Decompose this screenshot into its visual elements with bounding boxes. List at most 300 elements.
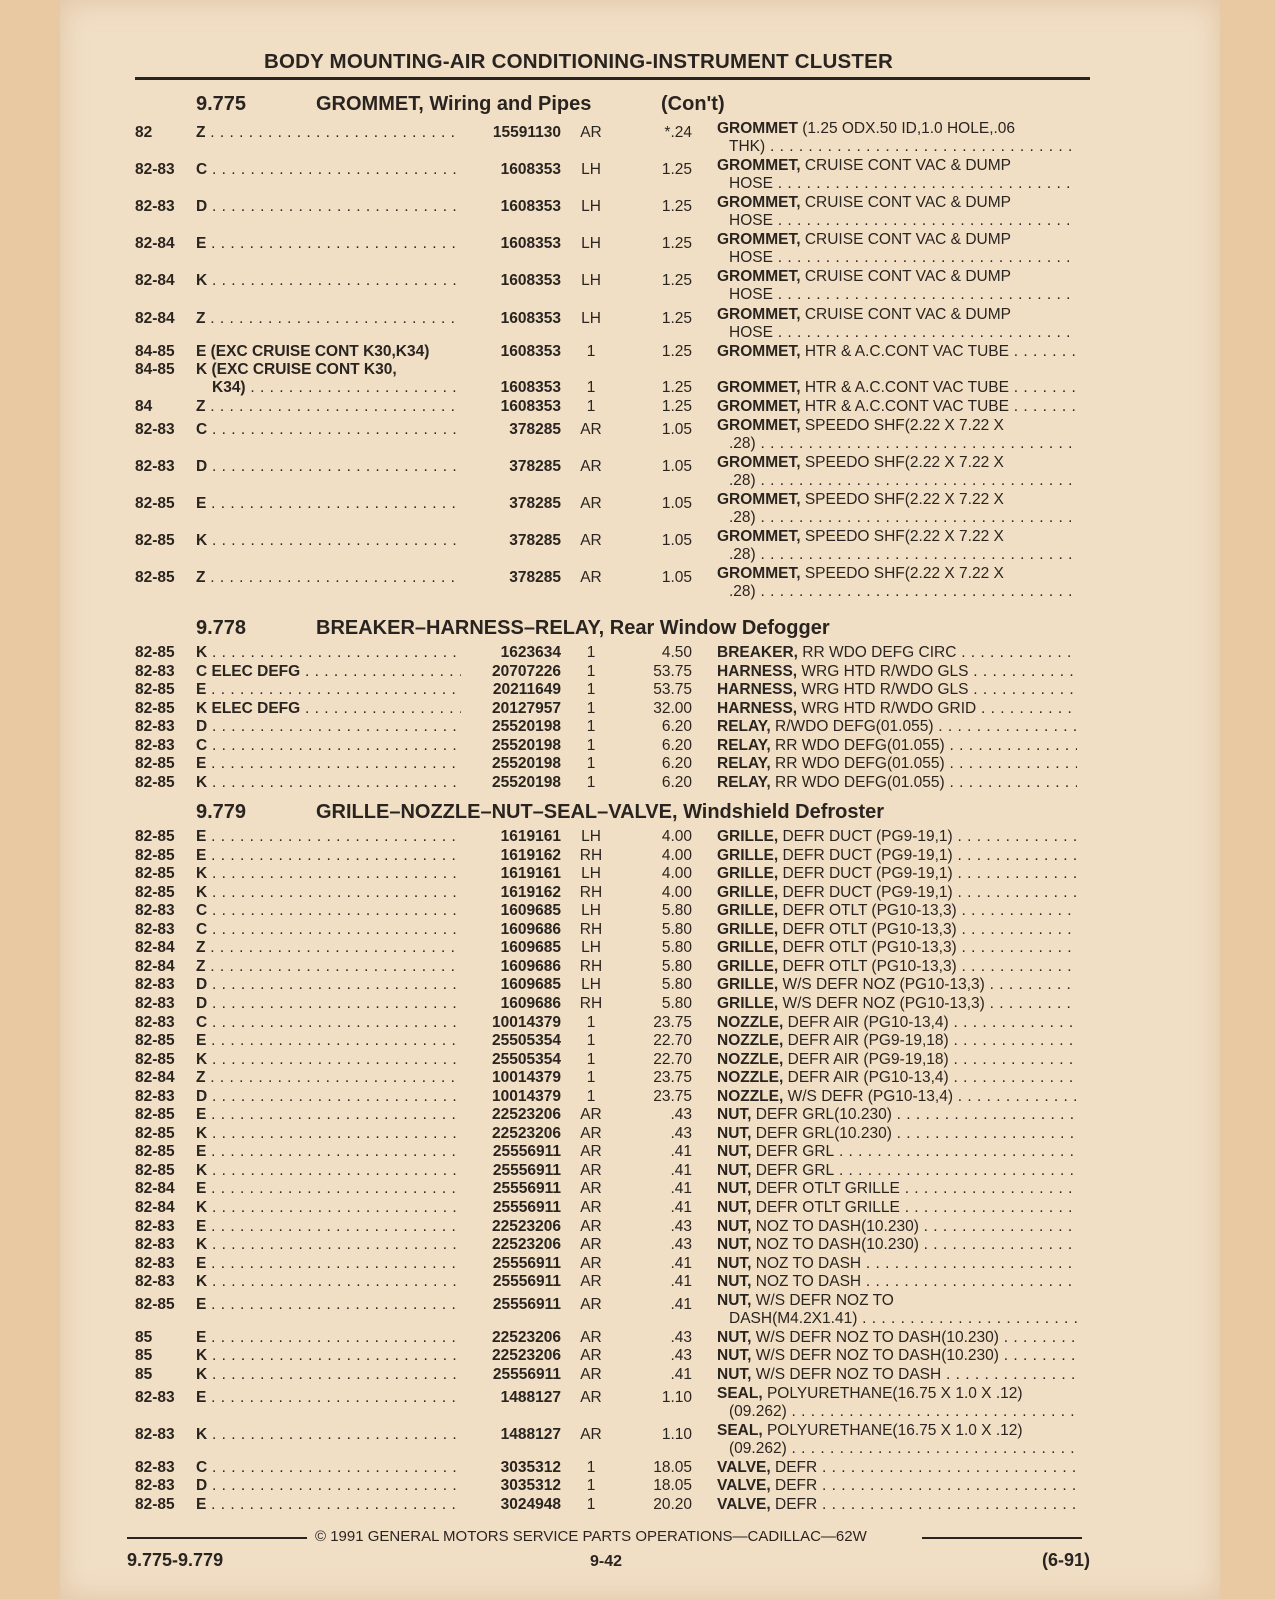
description [717, 417, 1077, 435]
description-text: DEFR GRL(10.230) [751, 1124, 892, 1142]
part-number: 25556911 [492, 1273, 561, 1291]
description-cont: HOSE . . . [729, 324, 1077, 342]
model-code: K . . . [196, 884, 461, 902]
quantity: AR [580, 457, 602, 475]
footer-section-range: 9.775-9.779 [127, 1550, 224, 1570]
description-text: SPEEDO SHF(2.22 X 7.22 X [800, 491, 1004, 508]
model-code: E (EXC CRUISE CONT K30,K34) [196, 342, 430, 360]
year-range: 82-85 [135, 699, 175, 717]
quantity: AR [580, 1347, 602, 1365]
price: 32.00 [653, 699, 692, 717]
quantity: AR [580, 1161, 602, 1179]
description [717, 1143, 1077, 1161]
description-keyword: NUT, [717, 1254, 752, 1272]
price: 53.75 [653, 681, 692, 699]
price: 53.75 [653, 662, 692, 680]
price: 18.05 [653, 1458, 692, 1476]
description [717, 194, 1077, 212]
part-number: 10014379 [492, 1013, 561, 1031]
part-number: 25505354 [492, 1032, 561, 1049]
description-text: RR WDO DEFG CIRC [797, 644, 957, 661]
description-text: HTR & A.C.CONT VAC TUBE [800, 342, 1009, 360]
description-text: NOZ TO DASH [751, 1254, 862, 1272]
description-keyword: GROMMET, [717, 416, 801, 434]
model-code: C . . . [196, 421, 461, 439]
quantity: 1 [586, 718, 596, 736]
description [717, 157, 1077, 175]
quantity: AR [580, 495, 602, 512]
table-row [135, 491, 1155, 527]
part-number: 22523206 [492, 1328, 561, 1346]
price: 4.00 [661, 828, 692, 845]
table-row [135, 1329, 1155, 1347]
table-row [135, 398, 1155, 416]
table-row [135, 1106, 1155, 1124]
description [717, 1218, 1077, 1236]
part-number: 378285 [509, 495, 561, 512]
price: 18.05 [653, 1477, 692, 1495]
part-number: 1608353 [500, 309, 561, 327]
description-keyword: HARNESS, [717, 662, 798, 680]
section-header [196, 93, 1096, 117]
section-title: BREAKER–HARNESS–RELAY, Rear Window Defogger [316, 617, 830, 639]
price: 5.80 [661, 902, 692, 920]
description [717, 1273, 1077, 1291]
table-row [135, 1180, 1155, 1198]
model-code: E . . . [196, 1106, 461, 1124]
model-code: C . . . [196, 1014, 461, 1032]
price: 1.25 [661, 272, 692, 290]
description-keyword: RELAY, [717, 736, 771, 754]
part-number: 25556911 [492, 1143, 561, 1161]
table-row [135, 1255, 1155, 1273]
description [717, 718, 1077, 736]
part-number: 1619161 [500, 828, 561, 845]
quantity: RH [579, 920, 603, 938]
part-number: 1609686 [500, 957, 561, 975]
description-cont: HOSE . . . [729, 175, 1077, 193]
year-range: 82-83 [135, 1236, 175, 1254]
table-row [135, 268, 1155, 304]
description-keyword: SEAL, [717, 1421, 763, 1439]
year-range: 82-85 [135, 681, 175, 699]
quantity: 1 [586, 736, 596, 754]
description [717, 1236, 1077, 1254]
part-number: 22523206 [492, 1236, 561, 1254]
part-number: 1619161 [500, 865, 561, 883]
model-code: E . . . [196, 1496, 461, 1514]
description [717, 231, 1077, 249]
description-keyword: NUT, [717, 1365, 752, 1383]
year-range: 82-85 [135, 644, 175, 661]
description [717, 1051, 1077, 1069]
description-keyword: NOZZLE, [717, 1069, 784, 1087]
part-number: 1609686 [500, 920, 561, 938]
part-number: 20211649 [492, 681, 561, 699]
year-range: 82-83 [135, 736, 175, 754]
year-range: 82-85 [135, 1295, 175, 1313]
description-text: DEFR AIR (PG10-13,4) [783, 1013, 949, 1031]
description-text: DEFR OTLT GRILLE [751, 1180, 900, 1198]
price: .41 [670, 1199, 692, 1216]
footer-date: (6-91) [1042, 1550, 1091, 1570]
description [717, 1125, 1077, 1143]
year-range: 82-83 [135, 902, 175, 920]
year-range: 82-83 [135, 1388, 175, 1406]
part-number: 25505354 [492, 1050, 561, 1068]
description-keyword: NUT, [717, 1161, 752, 1179]
model-code: K . . . [196, 1199, 461, 1217]
model-code: E . . . [196, 1218, 461, 1236]
model-code: D . . . [196, 1477, 461, 1495]
description [717, 774, 1077, 792]
table-row [135, 681, 1155, 699]
year-range: 82-85 [135, 569, 175, 587]
year-range: 82-84 [135, 1069, 175, 1087]
quantity: 1 [586, 342, 596, 360]
description-keyword: GROMMET, [717, 453, 801, 471]
description-text: DEFR [770, 1477, 818, 1495]
part-number: 10014379 [492, 1087, 561, 1105]
description-keyword: NUT, [717, 1273, 752, 1291]
description-text: DEFR OTLT GRILLE [751, 1199, 900, 1216]
model-code: D . . . [196, 976, 461, 994]
description-keyword: NOZZLE, [717, 1032, 784, 1049]
price: .41 [670, 1161, 692, 1179]
section-header [196, 617, 1096, 641]
model-code: E . . . [196, 1032, 461, 1050]
part-number: 1608353 [500, 379, 561, 397]
table-row [135, 343, 1155, 361]
description [717, 306, 1077, 324]
description-cont: HOSE . . . [729, 286, 1077, 304]
quantity: 1 [586, 1032, 596, 1049]
year-range: 82-83 [135, 457, 175, 475]
year-range: 82-85 [135, 1161, 175, 1179]
description-keyword: RELAY, [717, 755, 771, 773]
description [717, 1366, 1077, 1384]
description-text: W/S DEFR NOZ TO DASH [751, 1365, 942, 1383]
model-code: D . . . [196, 1088, 461, 1106]
part-number: 25556911 [492, 1161, 561, 1179]
model-code: K . . . [196, 1125, 461, 1143]
description-cont: THK) . . . [729, 138, 1077, 156]
table-row [135, 718, 1155, 736]
quantity: 1 [586, 644, 596, 661]
description [717, 958, 1077, 976]
description-keyword: GROMMET, [717, 379, 801, 397]
year-range: 82-83 [135, 662, 175, 680]
year-range: 82-83 [135, 1273, 175, 1291]
description-keyword: NOZZLE, [717, 1013, 784, 1031]
description-keyword: GROMMET, [717, 157, 801, 175]
description-keyword: VALVE, [717, 1477, 771, 1495]
description-keyword: GRILLE, [717, 957, 779, 975]
description [717, 644, 1077, 662]
year-range: 82-84 [135, 235, 175, 253]
quantity: 1 [586, 662, 596, 680]
price: 6.20 [661, 718, 692, 736]
table-row [135, 157, 1155, 193]
description-keyword: GROMMET, [717, 491, 801, 508]
year-range: 82-83 [135, 198, 175, 216]
quantity: AR [580, 1236, 602, 1254]
description [717, 995, 1077, 1013]
part-number: 25556911 [492, 1365, 561, 1383]
year-range: 82-84 [135, 957, 175, 975]
model-code: K . . . [196, 865, 461, 883]
description-text: CRUISE CONT VAC & DUMP [800, 268, 1011, 286]
part-number: 1619162 [500, 846, 561, 864]
part-number: 25556911 [492, 1180, 561, 1198]
table-row [135, 1236, 1155, 1254]
year-range: 82-83 [135, 1477, 175, 1495]
description [717, 847, 1077, 865]
year-range: 82 [135, 124, 153, 141]
description [717, 921, 1077, 939]
description [717, 1162, 1077, 1180]
table-row [135, 884, 1155, 902]
part-number: 22523206 [492, 1217, 561, 1235]
model-code: E . . . [196, 495, 461, 513]
description-text: NOZ TO DASH(10.230) [751, 1217, 919, 1235]
description [717, 1106, 1077, 1124]
price: 5.80 [661, 920, 692, 938]
description-text: SPEEDO SHF(2.22 X 7.22 X [800, 416, 1004, 434]
description-keyword: NUT, [717, 1180, 752, 1198]
quantity: RH [579, 846, 603, 864]
description-keyword: GRILLE, [717, 846, 779, 864]
description-text: DEFR OTLT (PG10-13,3) [778, 957, 957, 975]
year-range: 85 [135, 1347, 153, 1365]
price: 1.25 [661, 342, 692, 360]
description-keyword: GROMMET, [717, 305, 801, 323]
description-text: DEFR [770, 1458, 818, 1476]
section-title: GROMMET, Wiring and Pipes [316, 93, 592, 115]
description [717, 1385, 1077, 1403]
table-row [135, 939, 1155, 957]
year-range: 82-85 [135, 1032, 175, 1049]
description-keyword: GRILLE, [717, 865, 779, 883]
table-row [135, 700, 1155, 718]
description-keyword: GROMMET, [717, 268, 801, 286]
description-text: POLYURETHANE(16.75 X 1.0 X .12) [762, 1384, 1023, 1402]
description [717, 939, 1077, 957]
description [717, 1255, 1077, 1273]
description-text: R/WDO DEFG(01.055) [770, 718, 934, 736]
quantity: LH [581, 309, 601, 327]
table-row [135, 644, 1155, 662]
table-row [135, 1422, 1155, 1458]
catalog-page [60, 0, 1220, 1599]
quantity: AR [580, 1425, 602, 1443]
description-text: DEFR AIR (PG9-19,18) [783, 1050, 949, 1068]
part-number: 1608353 [500, 342, 561, 360]
section-number: 9.775 [196, 93, 247, 115]
part-number: 1608353 [500, 235, 561, 253]
model-code: K . . . [196, 1051, 461, 1069]
description-keyword: GRILLE, [717, 883, 779, 901]
quantity: LH [581, 902, 601, 920]
quantity: AR [580, 420, 602, 438]
part-number: 25556911 [492, 1295, 561, 1313]
quantity: RH [579, 957, 603, 975]
price: 23.75 [653, 1069, 692, 1087]
price: *.24 [664, 124, 692, 141]
year-range: 85 [135, 1328, 153, 1346]
quantity: LH [581, 939, 601, 957]
description-keyword: GRILLE, [717, 994, 779, 1012]
price: 23.75 [653, 1013, 692, 1031]
description [717, 120, 1077, 138]
description [717, 828, 1077, 846]
quantity: RH [579, 994, 603, 1012]
price: .41 [670, 1295, 692, 1313]
description [717, 491, 1077, 509]
model-code: E . . . [196, 1389, 461, 1407]
description [717, 1477, 1077, 1495]
model-code: Z . . . [196, 958, 461, 976]
description-keyword: VALVE, [717, 1495, 771, 1513]
part-number: 20127957 [492, 699, 561, 717]
model-code: C . . . [196, 902, 461, 920]
description [717, 1496, 1077, 1514]
quantity: AR [580, 1273, 602, 1291]
model-code: K . . . [196, 1273, 461, 1291]
year-range: 82-85 [135, 1495, 175, 1513]
table-row [135, 976, 1155, 994]
description-keyword: GROMMET [717, 120, 798, 137]
year-range: 82-84 [135, 272, 175, 290]
model-code: Z . . . [196, 569, 461, 587]
table-row [135, 194, 1155, 230]
part-number: 25520198 [492, 718, 561, 736]
year-range: 82-85 [135, 883, 175, 901]
description-cont: .28) . . . [729, 546, 1077, 564]
quantity: LH [581, 828, 601, 845]
table-row [135, 737, 1155, 755]
model-code: E . . . [196, 1255, 461, 1273]
price: 1.10 [661, 1425, 692, 1443]
description [717, 268, 1077, 286]
price: 6.20 [661, 755, 692, 773]
year-range: 82-83 [135, 1013, 175, 1031]
description-text: RR WDO DEFG(01.055) [770, 755, 945, 773]
part-number: 22523206 [492, 1124, 561, 1142]
table-row [135, 755, 1155, 773]
model-code: K . . . [196, 774, 461, 792]
description [717, 1459, 1077, 1477]
part-number: 3035312 [500, 1458, 561, 1476]
table-row [135, 995, 1155, 1013]
model-code: K . . . [196, 1347, 461, 1365]
year-range: 82-83 [135, 718, 175, 736]
table-row [135, 847, 1155, 865]
model-code: D . . . [196, 198, 461, 216]
model-code: Z . . . [196, 398, 461, 416]
model-code: E . . . [196, 1329, 461, 1347]
table-row [135, 1459, 1155, 1477]
section-number: 9.778 [196, 617, 247, 639]
model-code: C . . . [196, 1459, 461, 1477]
header-rule [135, 77, 1090, 80]
model-code: K . . . [196, 1236, 461, 1254]
price: .41 [670, 1365, 692, 1383]
table-row [135, 1032, 1155, 1050]
price: 5.80 [661, 957, 692, 975]
part-number: 1608353 [500, 198, 561, 216]
price: 1.25 [661, 198, 692, 216]
quantity: 1 [586, 398, 596, 416]
year-range: 82-83 [135, 420, 175, 438]
quantity: LH [581, 272, 601, 290]
quantity: LH [581, 161, 601, 179]
description [717, 454, 1077, 472]
part-number: 25520198 [492, 736, 561, 754]
price: 1.05 [661, 532, 692, 550]
quantity: AR [580, 1180, 602, 1198]
model-code: E . . . [196, 1143, 461, 1161]
year-range: 82-85 [135, 828, 175, 845]
table-row [135, 663, 1155, 681]
model-code: E . . . [196, 681, 461, 699]
quantity: 1 [586, 1087, 596, 1105]
table-row [135, 120, 1155, 156]
quantity: LH [581, 976, 601, 994]
description-keyword: GRILLE, [717, 976, 779, 994]
description-text: DEFR GRL(10.230) [751, 1106, 892, 1124]
year-range: 82-85 [135, 1106, 175, 1124]
description-cont: HOSE . . . [729, 212, 1077, 230]
table-row [135, 306, 1155, 342]
description [717, 902, 1077, 920]
description-keyword: HARNESS, [717, 681, 798, 699]
description-text: DEFR OTLT (PG10-13,3) [778, 939, 957, 957]
table-row [135, 528, 1155, 564]
year-range: 82-83 [135, 1087, 175, 1105]
year-range: 82-85 [135, 773, 175, 791]
description [717, 1347, 1077, 1365]
quantity: LH [581, 235, 601, 253]
part-number: 25520198 [492, 755, 561, 773]
description-text: SPEEDO SHF(2.22 X 7.22 X [800, 565, 1004, 583]
description-keyword: NUT, [717, 1328, 752, 1346]
model-code: D . . . [196, 718, 461, 736]
model-code: D . . . [196, 458, 461, 476]
description-keyword: NUT, [717, 1236, 752, 1254]
year-range: 82-83 [135, 994, 175, 1012]
model-code: E . . . [196, 828, 461, 846]
part-number: 22523206 [492, 1347, 561, 1365]
quantity: AR [580, 532, 602, 550]
description [717, 1014, 1077, 1032]
description [717, 1292, 1077, 1310]
table-row [135, 1088, 1155, 1106]
description-text: POLYURETHANE(16.75 X 1.0 X .12) [762, 1421, 1023, 1439]
part-number: 25556911 [492, 1254, 561, 1272]
quantity: AR [580, 1388, 602, 1406]
description-text: W/S DEFR NOZ TO DASH(10.230) [751, 1328, 999, 1346]
description-text: DEFR GRL [751, 1161, 835, 1179]
price: .43 [670, 1328, 692, 1346]
part-number: 378285 [509, 457, 561, 475]
quantity: LH [581, 198, 601, 216]
model-code: E . . . [196, 1180, 461, 1198]
year-range: 82-85 [135, 1050, 175, 1068]
description-text: SPEEDO SHF(2.22 X 7.22 X [800, 528, 1004, 546]
description-keyword: NUT, [717, 1143, 752, 1161]
description [717, 565, 1077, 583]
